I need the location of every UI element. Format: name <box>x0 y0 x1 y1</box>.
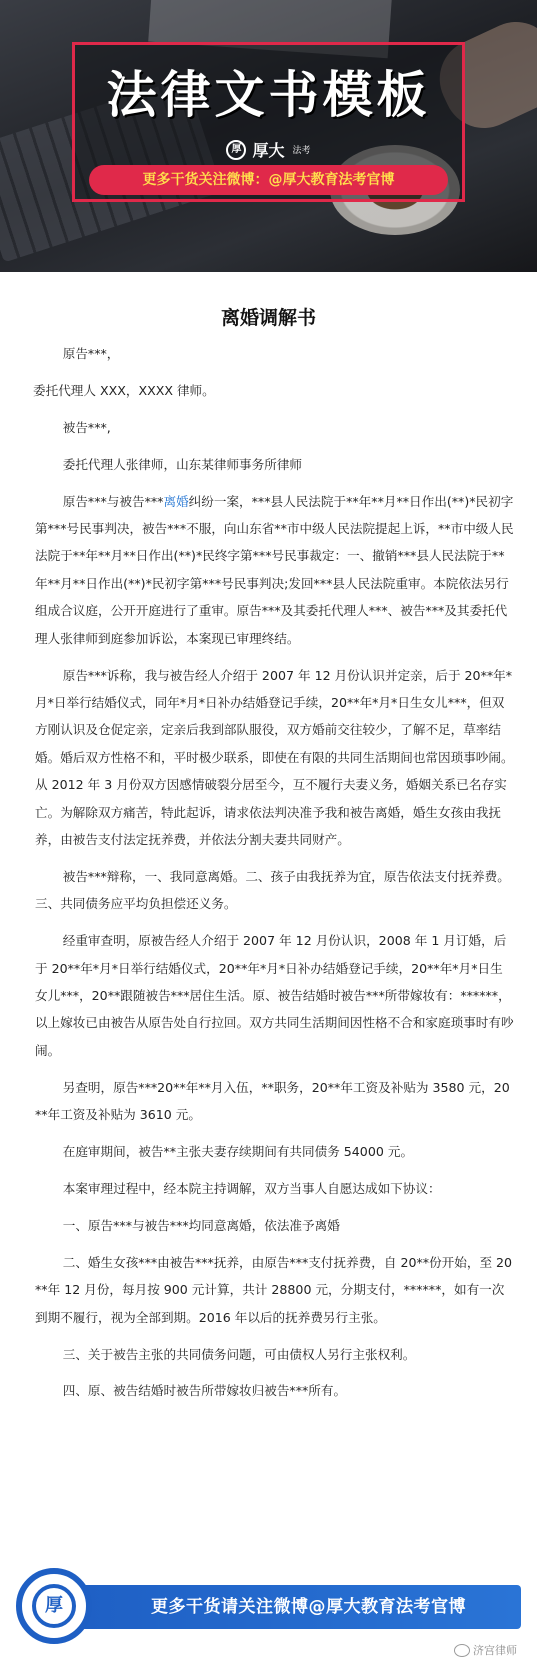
logo-icon: 厚 <box>226 140 246 160</box>
paragraph-agreement-3: 三、关于被告主张的共同债务问题，可由债权人另行主张权利。 <box>62 1346 416 1362</box>
header-banner <box>0 0 537 272</box>
paragraph-plaintiff-agent: 委托代理人 XXX，XXXX 律师。 <box>33 382 215 398</box>
banner-frame <box>72 42 465 202</box>
logo-small-text: 法考 <box>292 146 311 156</box>
watermark-text: 济宫律师 <box>473 1644 517 1657</box>
document-body <box>35 340 515 1414</box>
footer-logo-mark: 厚 <box>32 1584 76 1628</box>
banner-subtitle: 更多干货关注微博：@厚大教育法考官博 <box>89 165 448 195</box>
paragraph-defendant-defense: 被告***辩称，一、我同意离婚。二、孩子由我抚养为宜，原告依法支付抚养费。三、共同债务应平均负担偿还义务。 <box>35 868 510 912</box>
link-divorce[interactable]: 离婚 <box>163 493 189 509</box>
case-history-text-after: 纠纷一案，***县人民法院于**年**月**日作出(**)*民初字第***号民事判决，被告***不服，向山东省**市中级人民法院提起上诉，**市中级人民法院于**年**月**日作出(**)*民终字第***号民事裁定：一、撤销***县人民法院于**年**月**日作出(**)*民初字第***号民事判决;发回***县人民法院重审。本院依法另行组成合议庭，公开开庭进行了重审。原告***及其委托代理人***、被告***及其委托代理人张律师到庭参加诉讼，本案现已审理终结。 <box>35 493 514 646</box>
watermark <box>454 1642 517 1658</box>
footer-banner <box>16 1568 521 1638</box>
paragraph-defendant-agent: 委托代理人张律师，山东某律师事务所律师 <box>62 456 302 472</box>
paragraph-case-history <box>35 488 515 652</box>
footer-bar <box>61 1585 521 1629</box>
paragraph-defendant: 被告***, <box>62 419 111 435</box>
logo-text: 厚大 <box>252 141 285 160</box>
footer-logo-icon <box>16 1568 92 1644</box>
footer-text: 更多干货请关注微博@厚大教育法考官博 <box>151 1597 466 1617</box>
paragraph-agreement-4: 四、原、被告结婚时被告所带嫁妆归被告***所有。 <box>62 1383 347 1399</box>
case-history-text-before: 原告***与被告*** <box>62 493 164 509</box>
document-title: 离婚调解书 <box>220 307 316 329</box>
paragraph-plaintiff: 原告***， <box>62 346 120 361</box>
paragraph-further-findings: 另查明，原告***20**年**月入伍，**职务，20**年工资及补贴为 3580 元，20**年工资及补贴为 3610 元。 <box>35 1079 510 1123</box>
paragraph-agreement-1: 一、原告***与被告***均同意离婚，依法准予离婚 <box>62 1217 340 1233</box>
banner-logo <box>75 138 462 161</box>
paragraph-agreement-2: 二、婚生女孩***由被告***抚养，由原告***支付抚养费，自 20**份开始，至 20**年 12 月份，每月按 900 元计算，共计 28800 元，分期支付，******，如有一次到期不履行，视为全部到期。2016 年以后的抚养费另行主张。 <box>35 1254 513 1325</box>
banner-title: 法律文书模板 <box>106 66 431 124</box>
paragraph-debt-claim: 在庭审期间，被告**主张夫妻存续期间有共同债务 54000 元。 <box>62 1144 414 1160</box>
paragraph-plaintiff-claim: 原告***诉称，我与被告经人介绍于 2007 年 12 月份认识并定亲，后于 20**年*月*日举行结婚仪式，同年*月*日补办结婚登记手续，20**年*月*日生女儿***，但双方刚认识及仓促定亲，定亲后我到部队服役，双方婚前交往较少，了解不足，草率结婚。婚后双方性格不和，平时极少联系，即使在有限的共同生活期间也常因琐事吵闹。从 2012 年 3 月份双方因感情破裂分居至今，互不履行夫妻义务，婚姻关系已名存实亡。为解除双方痛苦，特此起诉，请求依法判决准予我和被告离婚，婚生女孩由我抚养，由被告支付法定抚养费，并依法分割夫妻共同财产。 <box>35 667 514 847</box>
weibo-icon <box>454 1644 470 1657</box>
paragraph-mediation: 本案审理过程中，经本院主持调解，双方当事人自愿达成如下协议： <box>62 1180 441 1196</box>
paragraph-findings: 经重审查明，原被告经人介绍于 2007 年 12 月份认识，2008 年 1 月订婚，后于 20**年*月*日举行结婚仪式，20**年*月*日补办结婚登记手续，20**年*月*日生女儿***，20**跟随被告***居住生活。原、被告结婚时被告***所带嫁妆有：******，以上嫁妆已由被告从原告处自行拉回。双方共同生活期间因性格不合和家庭琐事时有吵闹。 <box>35 933 514 1058</box>
